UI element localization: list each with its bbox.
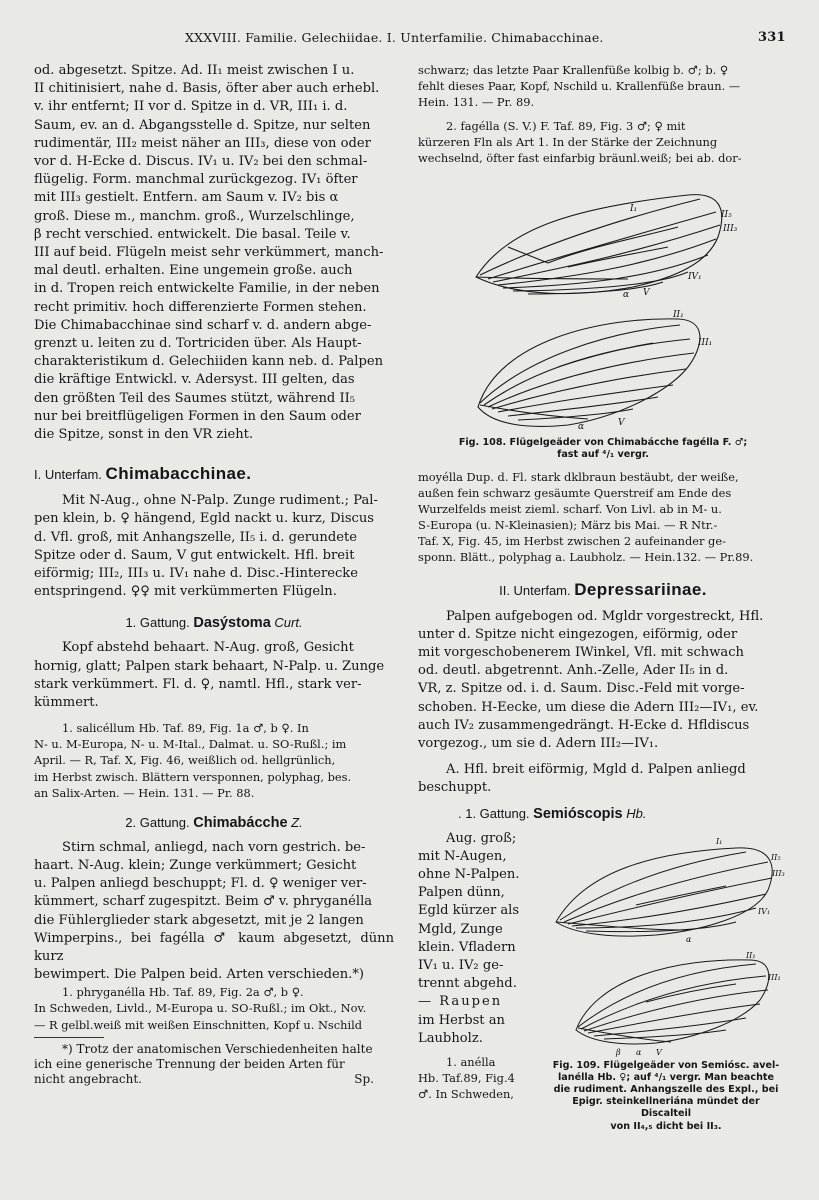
genus-name: Semióscopis <box>533 805 623 822</box>
vein-label: α <box>686 934 692 944</box>
forewing-outline <box>556 847 772 935</box>
text-line: 2. fagélla (S. V.) F. Taf. 89, Fig. 3 ♂; ♀ mit <box>446 119 686 134</box>
text-line: kümmert. <box>34 695 99 711</box>
vein-label: V <box>643 287 650 298</box>
text-line: die Spitze, sonst in den VR zieht. <box>34 427 254 443</box>
genus-author: Hb. <box>626 805 647 821</box>
text-line: fehlt dieses Paar, Kopf, Nschild u. Krallenfüße braun. — <box>418 79 741 94</box>
genus-description <box>34 839 394 985</box>
vein-label: α <box>636 1047 642 1057</box>
vein-label: II₁ <box>673 309 684 320</box>
text-line: mit N-Augen, <box>418 848 507 864</box>
text-line: *) Trotz der anatomischen Verschiedenheiten halte <box>62 1041 373 1056</box>
text-line: nicht angebracht. <box>34 1072 142 1087</box>
genus-description <box>34 639 394 712</box>
caption-line: von II₄,₅ dicht bei II₃. <box>610 1120 722 1132</box>
text-line: an Salix-Arten. — Hein. 131. — Pr. 88. <box>34 785 255 800</box>
text-line: ich eine generische Trennung der beiden Arten für <box>34 1056 345 1071</box>
text-line: hornig, glatt; Palpen stark behaart, N-Palp. u. Zunge <box>34 658 385 674</box>
text-line: A. Hfl. breit eiförmig, Mgld d. Palpen anliegd <box>446 762 746 778</box>
text-line: trennt abgehd. <box>418 976 517 992</box>
species-entry-moyella <box>418 469 788 566</box>
vein-label: III₃ <box>723 223 738 234</box>
subfamily-heading <box>418 580 788 600</box>
species-entry-phryganella <box>34 984 394 1032</box>
text-line: sponn. Blätt., polyphag a. Laubholz. — Hein.132. — Pr.89. <box>418 550 754 565</box>
text-line: Hein. 131. — Pr. 89. <box>418 95 535 110</box>
caption-line: Fig. 109. Flügelgeäder von Semiósc. avel- <box>552 1059 780 1071</box>
text-line: grenzt u. leiten zu d. Tortriciden über. Als Haupt- <box>34 336 362 352</box>
genus-heading <box>34 815 394 831</box>
genus-author: Curt. <box>274 615 303 631</box>
genus-heading <box>34 615 394 631</box>
text-line: Mgld, Zunge <box>418 921 503 937</box>
text-line: im Herbst an <box>418 1012 505 1028</box>
subfamily-name: Depressariinae. <box>574 579 707 599</box>
text-line: kürzeren Fln als Art 1. In der Stärke der Zeichnung <box>418 135 718 150</box>
text-line: 1. salicéllum Hb. Taf. 89, Fig. 1a ♂, b ♀. In <box>62 721 309 736</box>
text-line: Wimperpins., bei fagélla ♂ kaum abgesetzt, dünn kurz <box>34 930 394 964</box>
species-entry-salicellum <box>34 720 394 800</box>
vein-label: α <box>623 289 630 300</box>
footnote-sign: Sp. <box>354 1072 374 1087</box>
text-line: od. abgesetzt. Spitze. Ad. II₁ meist zwischen I u. <box>34 63 355 78</box>
text-line: — Raupen <box>418 994 503 1010</box>
vein-label: I₁ <box>716 836 723 846</box>
text-line: flügelig. Form. manchmal zurückgezog. IV₁ öfter <box>34 172 358 188</box>
text-line: Saum, ev. an d. Abgangsstelle d. Spitze, nur selten <box>34 117 371 133</box>
text-line: Spitze oder d. Saum, V gut entwickelt. Hfl. breit <box>34 547 355 563</box>
subfamily-description <box>418 608 788 754</box>
text-line: schwarz; das letzte Paar Krallenfüße kolbig b. ♂; b. ♀ <box>418 63 729 77</box>
intro-paragraph <box>34 62 394 444</box>
text-line: Hb. Taf.89, Fig.4 <box>418 1071 515 1086</box>
caption-line: fast auf ⁴/₁ vergr. <box>557 448 649 460</box>
text-line: mal deutl. erhalten. Eine ungemein große. auch <box>34 263 353 279</box>
text-line: stark verkümmert. Fl. d. ♀, namtl. Hfl., stark ver- <box>34 676 362 692</box>
vein-label: V <box>656 1047 662 1057</box>
text-line: u. Palpen anliegd beschuppt; Fl. d. ♀ weniger ver- <box>34 876 367 892</box>
genus-prefix: . 1. Gattung. <box>458 805 530 821</box>
vein-label: V <box>618 417 625 428</box>
text-line: mit vorgeschobenerem IWinkel, Vfl. mit schwach <box>418 644 744 660</box>
text-line: rudimentär, III₂ meist näher an III₃, diese von oder <box>34 135 371 151</box>
text-line: vor d. H-Ecke d. Discus. IV₁ u. IV₂ bei den schmal- <box>34 154 368 170</box>
text-line: 1. anélla <box>446 1055 496 1069</box>
caption-line: die rudiment. Anhangszelle des Expl., bei <box>553 1083 779 1095</box>
text-line: Aug. groß; <box>446 830 517 846</box>
text-line: N- u. M-Europa, N- u. M-Ital., Dalmat. u. SO-Rußl.; im <box>34 737 347 752</box>
text-line: wechselnd, öfter fast einfarbig bräunl.weiß; bei ab. dor- <box>418 151 742 166</box>
vein-label: β <box>616 1047 621 1057</box>
text-line: unter d. Spitze nicht eingezogen, eiförmig, oder <box>418 626 738 642</box>
species-entry-fagella <box>418 118 788 166</box>
text-line: ohne N-Palpen. <box>418 866 520 882</box>
text-line: außen fein schwarz gesäumte Querstreif am Ende des <box>418 486 732 501</box>
caption-line: lanélla Hb. ♀; auf ⁴/₁ vergr. Man beachte <box>558 1071 774 1083</box>
text-line: den größten Teil des Saumes stützt, während II₅ <box>34 390 356 406</box>
wing-venation-figure-108 <box>418 167 788 437</box>
genus-semioscopis-block <box>418 830 788 1132</box>
genus-heading <box>418 806 788 822</box>
caption-line: Fig. 108. Flügelgeäder von Chimabácche fagélla F. ♂; <box>458 436 748 448</box>
running-header <box>0 30 819 50</box>
text-line: recht primitiv. hoch differenzierte Formen stehen. <box>34 299 367 315</box>
figure-109-caption <box>546 1060 786 1133</box>
text-line: die kräftige Entwickl. v. Adersyst. III gelten, das <box>34 372 355 388</box>
vein-label: I₁ <box>630 203 638 214</box>
text-line: die Fühlerglieder stark abgesetzt, mit je 2 langen <box>34 912 364 928</box>
text-line: eiförmig; III₂, III₃ u. IV₁ nahe d. Disc.-Hinterecke <box>34 566 358 582</box>
vein-label: α <box>578 421 585 432</box>
vein-label: II₅ <box>771 852 781 862</box>
text-line: Wurzelfelds meist zieml. scharf. Von Livl. ab in M- u. <box>418 502 722 517</box>
text-line: Stirn schmal, anliegd, nach vorn gestrich. be- <box>62 839 366 855</box>
vein-label: II₁ <box>746 950 756 960</box>
text-line: d. Vfl. groß, mit Anhangszelle, II₅ i. d. gerundete <box>34 529 357 545</box>
text-line: v. ihr entfernt; II vor d. Spitze in d. VR, III₁ i. d. <box>34 99 348 115</box>
section-a <box>418 761 788 797</box>
text-line: Palpen aufgebogen od. Mgldr vorgestreckt, Hfl. <box>446 608 764 624</box>
vein-label: IV₁ <box>758 906 771 916</box>
genus-name: Dasýstoma <box>193 615 271 632</box>
text-line: pen klein, b. ♀ hängend, Egld nackt u. kurz, Discus <box>34 511 375 527</box>
text-line: charakteristikum d. Gelechiiden kann neb. d. Palpen <box>34 354 384 370</box>
vein-label: II₅ <box>721 209 732 220</box>
hindwing-outline <box>576 959 769 1043</box>
vein-label: III₁ <box>768 972 781 982</box>
text-line: Mit N-Aug., ohne N-Palp. Zunge rudiment.; Pal- <box>62 493 378 509</box>
text-line: VR, z. Spitze od. i. d. Saum. Disc.-Feld mit vorge- <box>418 681 745 697</box>
genus-name: Chimabácche <box>193 814 288 831</box>
text-line: II chitinisiert, nahe d. Basis, öfter aber auch erhebl. <box>34 81 380 97</box>
continuation-text <box>418 62 788 110</box>
text-line: In Schweden, Livld., M-Europa u. SO-Rußl.; im Okt., Nov. <box>34 1001 367 1016</box>
right-column <box>418 62 788 1132</box>
text-line: Egld kürzer als <box>418 903 520 919</box>
text-line: beschuppt. <box>418 780 492 796</box>
text-line: schoben. H-Eecke, um diese die Adern III₂—IV₁, ev. <box>418 699 759 715</box>
text-line: Laubholz. <box>418 1030 483 1046</box>
page-number: 331 <box>758 30 786 45</box>
text-line: bewimpert. Die Palpen beid. Arten verschieden.*) <box>34 967 365 983</box>
text-line: im Herbst zwisch. Blättern versponnen, polyphag, bes. <box>34 769 352 784</box>
caption-line: Epigr. steinkellneriána mündet der Discalteil <box>572 1096 760 1120</box>
subfamily-name: Chimabacchinae. <box>105 464 252 484</box>
text-line: IV₁ u. IV₂ ge- <box>418 957 504 973</box>
text-line: moyélla Dup. d. Fl. stark dklbraun bestäubt, der weiße, <box>418 469 739 484</box>
text-line: mit III₃ gestielt. Entfern. am Saum v. IV₂ bis α <box>34 190 339 206</box>
running-title: XXXVIII. Familie. Gelechiidae. I. Unterfamilie. Chimabacchinae. <box>185 30 604 45</box>
text-line: nur bei breitflügeligen Formen in den Saum oder <box>34 408 361 424</box>
text-line: S-Europa (u. N-Kleinasien); März bis Mai. — R Ntr.- <box>418 518 718 533</box>
subfamily-prefix: I. Unterfam. <box>34 467 102 483</box>
text-line: — R gelbl.weiß mit weißen Einschnitten, Kopf u. Nschild <box>34 1017 363 1032</box>
text-line: groß. Diese m., manchm. groß., Wurzelschlinge, <box>34 208 355 224</box>
text-line: entspringend. ♀♀ mit verkümmerten Flügeln. <box>34 584 337 600</box>
genus-author: Z. <box>291 814 303 830</box>
figure-109-container <box>546 830 786 1133</box>
text-line: April. — R, Taf. X, Fig. 46, weißlich od. hellgrünlich, <box>34 753 336 768</box>
text-line: β recht verschied. entwickelt. Die basal. Teile v. <box>34 226 351 242</box>
text-line: Taf. X, Fig. 45, im Herbst zwischen 2 aufeinander ge- <box>418 534 726 549</box>
vein-label: IV₁ <box>688 271 702 282</box>
footnote-rule <box>34 1037 104 1038</box>
footnote <box>34 1042 394 1088</box>
text-line: vorgezog., um sie d. Adern III₂—IV₁. <box>418 735 659 751</box>
vein-label: III₃ <box>772 868 785 878</box>
vein-label: III₁ <box>698 337 713 348</box>
genus-prefix: 2. Gattung. <box>125 814 190 830</box>
text-line: Palpen dünn, <box>418 885 505 901</box>
text-line: kümmert, scharf zugespitzt. Beim ♂ v. phryganélla <box>34 894 373 910</box>
text-line: od. deutl. abgetrennt. Anh.-Zelle, Ader II₅ in d. <box>418 663 729 679</box>
subfamily-heading <box>34 464 394 484</box>
genus-prefix: 1. Gattung. <box>125 615 190 631</box>
subfamily-description <box>34 492 394 601</box>
text-line: III auf beid. Flügeln meist sehr verkümmert, manch- <box>34 245 384 261</box>
text-line: 1. phryganélla Hb. Taf. 89, Fig. 2a ♂, b ♀. <box>62 985 304 1000</box>
text-line: haart. N-Aug. klein; Zunge verkümmert; Gesicht <box>34 857 357 873</box>
subfamily-prefix: II. Unterfam. <box>499 582 571 598</box>
wing-venation-figure-109 <box>546 830 786 1060</box>
text-line: Kopf abstehd behaart. N-Aug. groß, Gesicht <box>62 640 354 656</box>
genus-description-narrow <box>418 830 530 1103</box>
text-line: auch IV₂ zusammengedrängt. H-Ecke d. Hfldiscus <box>418 717 750 733</box>
text-line: in d. Tropen reich entwickelte Familie, in der neben <box>34 281 380 297</box>
text-line: ♂. In Schweden, <box>418 1087 514 1102</box>
left-column <box>34 62 394 1088</box>
text-line: Die Chimabacchinae sind scharf v. d. andern abge- <box>34 317 372 333</box>
text-line: klein. Vfladern <box>418 939 516 955</box>
footnote-last-line <box>34 1072 394 1087</box>
figure-108-caption <box>418 437 788 461</box>
